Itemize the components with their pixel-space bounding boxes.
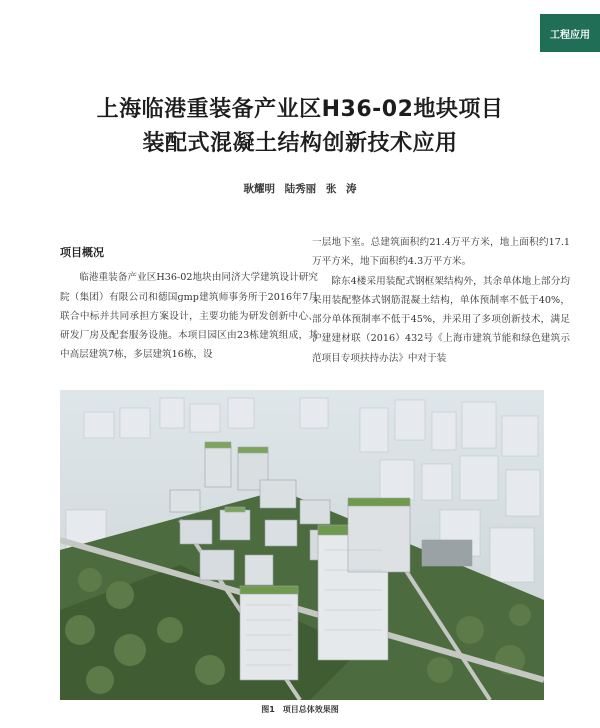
aerial-rendering-image bbox=[60, 390, 544, 700]
right-continuation: 一层地下室。总建筑面积约21.4万平方米，地上面积约17.1万平方米，地下面积约4.3万平方米。 bbox=[312, 237, 570, 268]
section-heading: 项目概况 bbox=[60, 246, 104, 259]
figure-caption: 图1 项目总体效果图 bbox=[261, 705, 339, 714]
authors: 耿耀明 陆秀丽 张 涛 bbox=[243, 183, 357, 195]
right-paragraph: 除东4楼采用装配式钢框架结构外，其余单体地上部分均采用装配整体式钢筋混凝土结构，单体预制率不低于40%，部分单体预制率不低于45%，并采用了多项创新技术，满足沪建建材联（2016）432号《上海市建筑节能和绿色建筑示范项目专项扶持办法》中对于装 bbox=[312, 275, 570, 364]
project-rendering-figure bbox=[60, 390, 544, 700]
left-paragraph: 临港重装备产业区H36-02地块由同济大学建筑设计研究院（集团）有限公司和德国gmp建筑师事务所于2016年7月联合中标并共同承担方案设计，主要功能为研发创新中心、研发厂房及配套服务设施。本项目园区由23栋建筑组成，其中高层建筑7栋，多层建筑16栋，设 bbox=[60, 272, 318, 361]
left-column bbox=[60, 243, 318, 365]
section-tag: 工程应用 bbox=[540, 14, 600, 52]
article-title-line-1: 上海临港重装备产业区H36-02地块项目 bbox=[96, 97, 504, 122]
right-column bbox=[312, 233, 570, 368]
article-title-line-2: 装配式混凝土结构创新技术应用 bbox=[142, 131, 458, 156]
